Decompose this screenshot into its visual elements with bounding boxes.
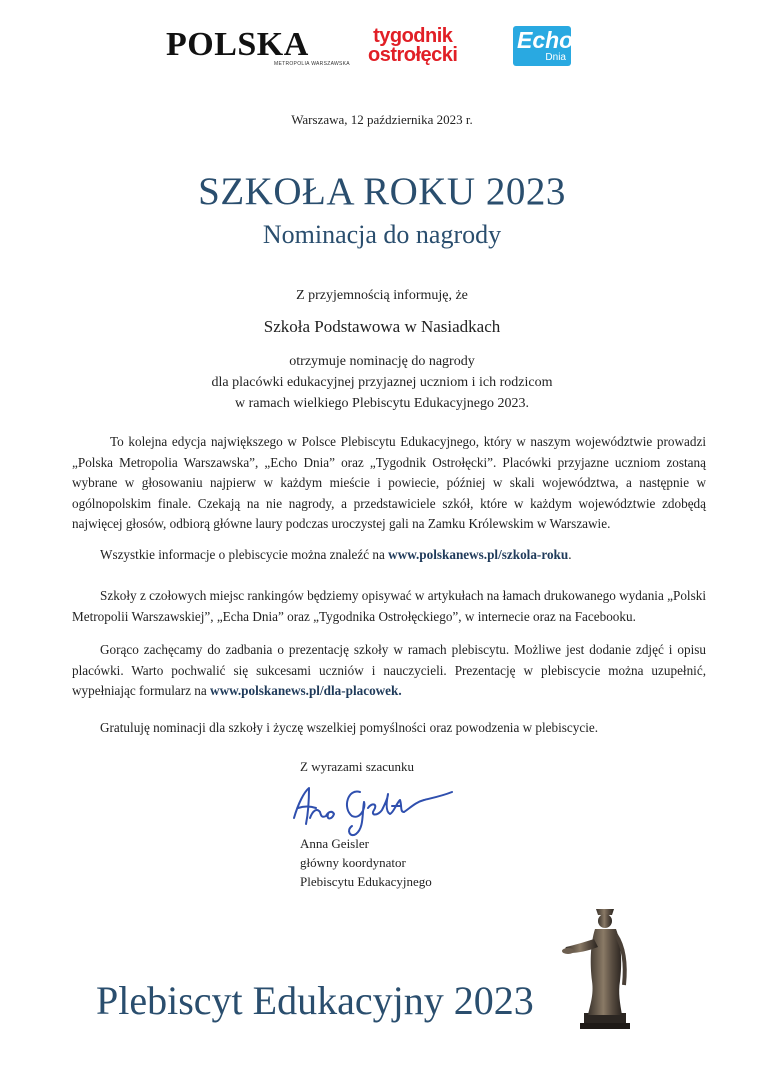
- handwritten-signature: [282, 778, 462, 840]
- nomination-line: otrzymuje nominację do nagrody: [289, 354, 475, 369]
- paragraph-presentation: [72, 640, 706, 702]
- signatory-organization: Plebiscytu Edukacyjnego: [300, 874, 432, 889]
- signatory-block: [300, 834, 432, 891]
- school-name: Szkoła Podstawowa w Nasiadkach: [263, 317, 501, 336]
- closing-text: Z wyrazami szacunku: [300, 759, 415, 774]
- echo-logo-main: Echo: [517, 27, 574, 53]
- paragraph-end: .: [568, 547, 572, 562]
- signatory-name: Anna Geisler: [300, 836, 369, 851]
- paragraph-text: Wszystkie informacje o plebiscycie można znaleźć na: [100, 547, 389, 562]
- nomination-line: dla placówki edukacyjnej przyjaznej uczniom i ich rodzicom: [211, 375, 553, 390]
- paragraph-congratulations: Gratuluję nominacji dla szkoły i życzę wszelkiej pomyślności oraz powodzenia w plebiscycie.: [100, 720, 599, 735]
- szkola-roku-link[interactable]: www.polskanews.pl/szkola-roku: [388, 547, 569, 562]
- tygodnik-ostrolecki-logo: [368, 27, 457, 65]
- tygodnik-logo-line2: ostrołęcki: [368, 44, 458, 66]
- signatory-role: główny koordynator: [300, 855, 406, 870]
- polska-logo-subtitle: METROPOLIA WARSZAWSKA: [274, 61, 350, 67]
- paragraph-about-plebiscite: To kolejna edycja największego w Polsce Plebiscytu Edukacyjnego, który w naszym województwie prowadzi „Polska Metropolia Warszawska”, „Echo Dnia” oraz „Tygodnik Ostrołęcki”. Placówki przyjazne uczniom zostaną wybrane w głosowaniu najpierw w każdym mieście i powiecie, później w skali województwa, a następnie w ogólnopolskim finale. Czekają na nie nagrody, a przedstawiciele szkół, które w każdym województwie zdobędą najwięcej głosów, odbiorą główne laury podczas uroczystej gali na Zamku Królewskim w Warszawie.: [72, 434, 706, 531]
- statuette-icon: [560, 895, 650, 1030]
- letter-date: Warszawa, 12 października 2023 r.: [291, 112, 473, 127]
- footer-title: Plebiscyt Edukacyjny 2023: [96, 978, 534, 1023]
- nomination-text: [0, 351, 764, 414]
- polska-logo: POLSKA: [166, 26, 309, 63]
- paragraph-info-link: [72, 545, 706, 566]
- tygodnik-logo-line1: tygodnik: [373, 25, 453, 47]
- intro-text: Z przyjemnością informuję, że: [296, 288, 468, 303]
- echo-logo-sub: Dnia: [545, 52, 566, 63]
- paragraph-rankings: Szkoły z czołowych miejsc rankingów będziemy opisywać w artykułach na łamach drukowanego wydania „Polski Metropolii Warszawskiej”, „Echa Dnia” oraz „Tygodnika Ostrołęckiego”, w internecie oraz na Facebooku.: [72, 588, 706, 624]
- page-subtitle: Nominacja do nagrody: [262, 220, 502, 249]
- page-title: SZKOŁA ROKU 2023: [198, 170, 566, 213]
- nomination-line: w ramach wielkiego Plebiscytu Edukacyjnego 2023.: [235, 396, 529, 411]
- echo-dnia-logo: [513, 26, 574, 66]
- paragraph-text: Gorąco zachęcamy do zadbania o prezentację szkoły w ramach plebiscytu. Możliwe jest dodanie zdjęć i opisu placówki. Warto pochwalić się sukcesami uczniów i nauczycieli. Prezentację w plebiscycie można uzupełnić, wypełniając formularz na: [72, 642, 706, 698]
- dla-placowek-link[interactable]: www.polskanews.pl/dla-placowek.: [210, 683, 402, 698]
